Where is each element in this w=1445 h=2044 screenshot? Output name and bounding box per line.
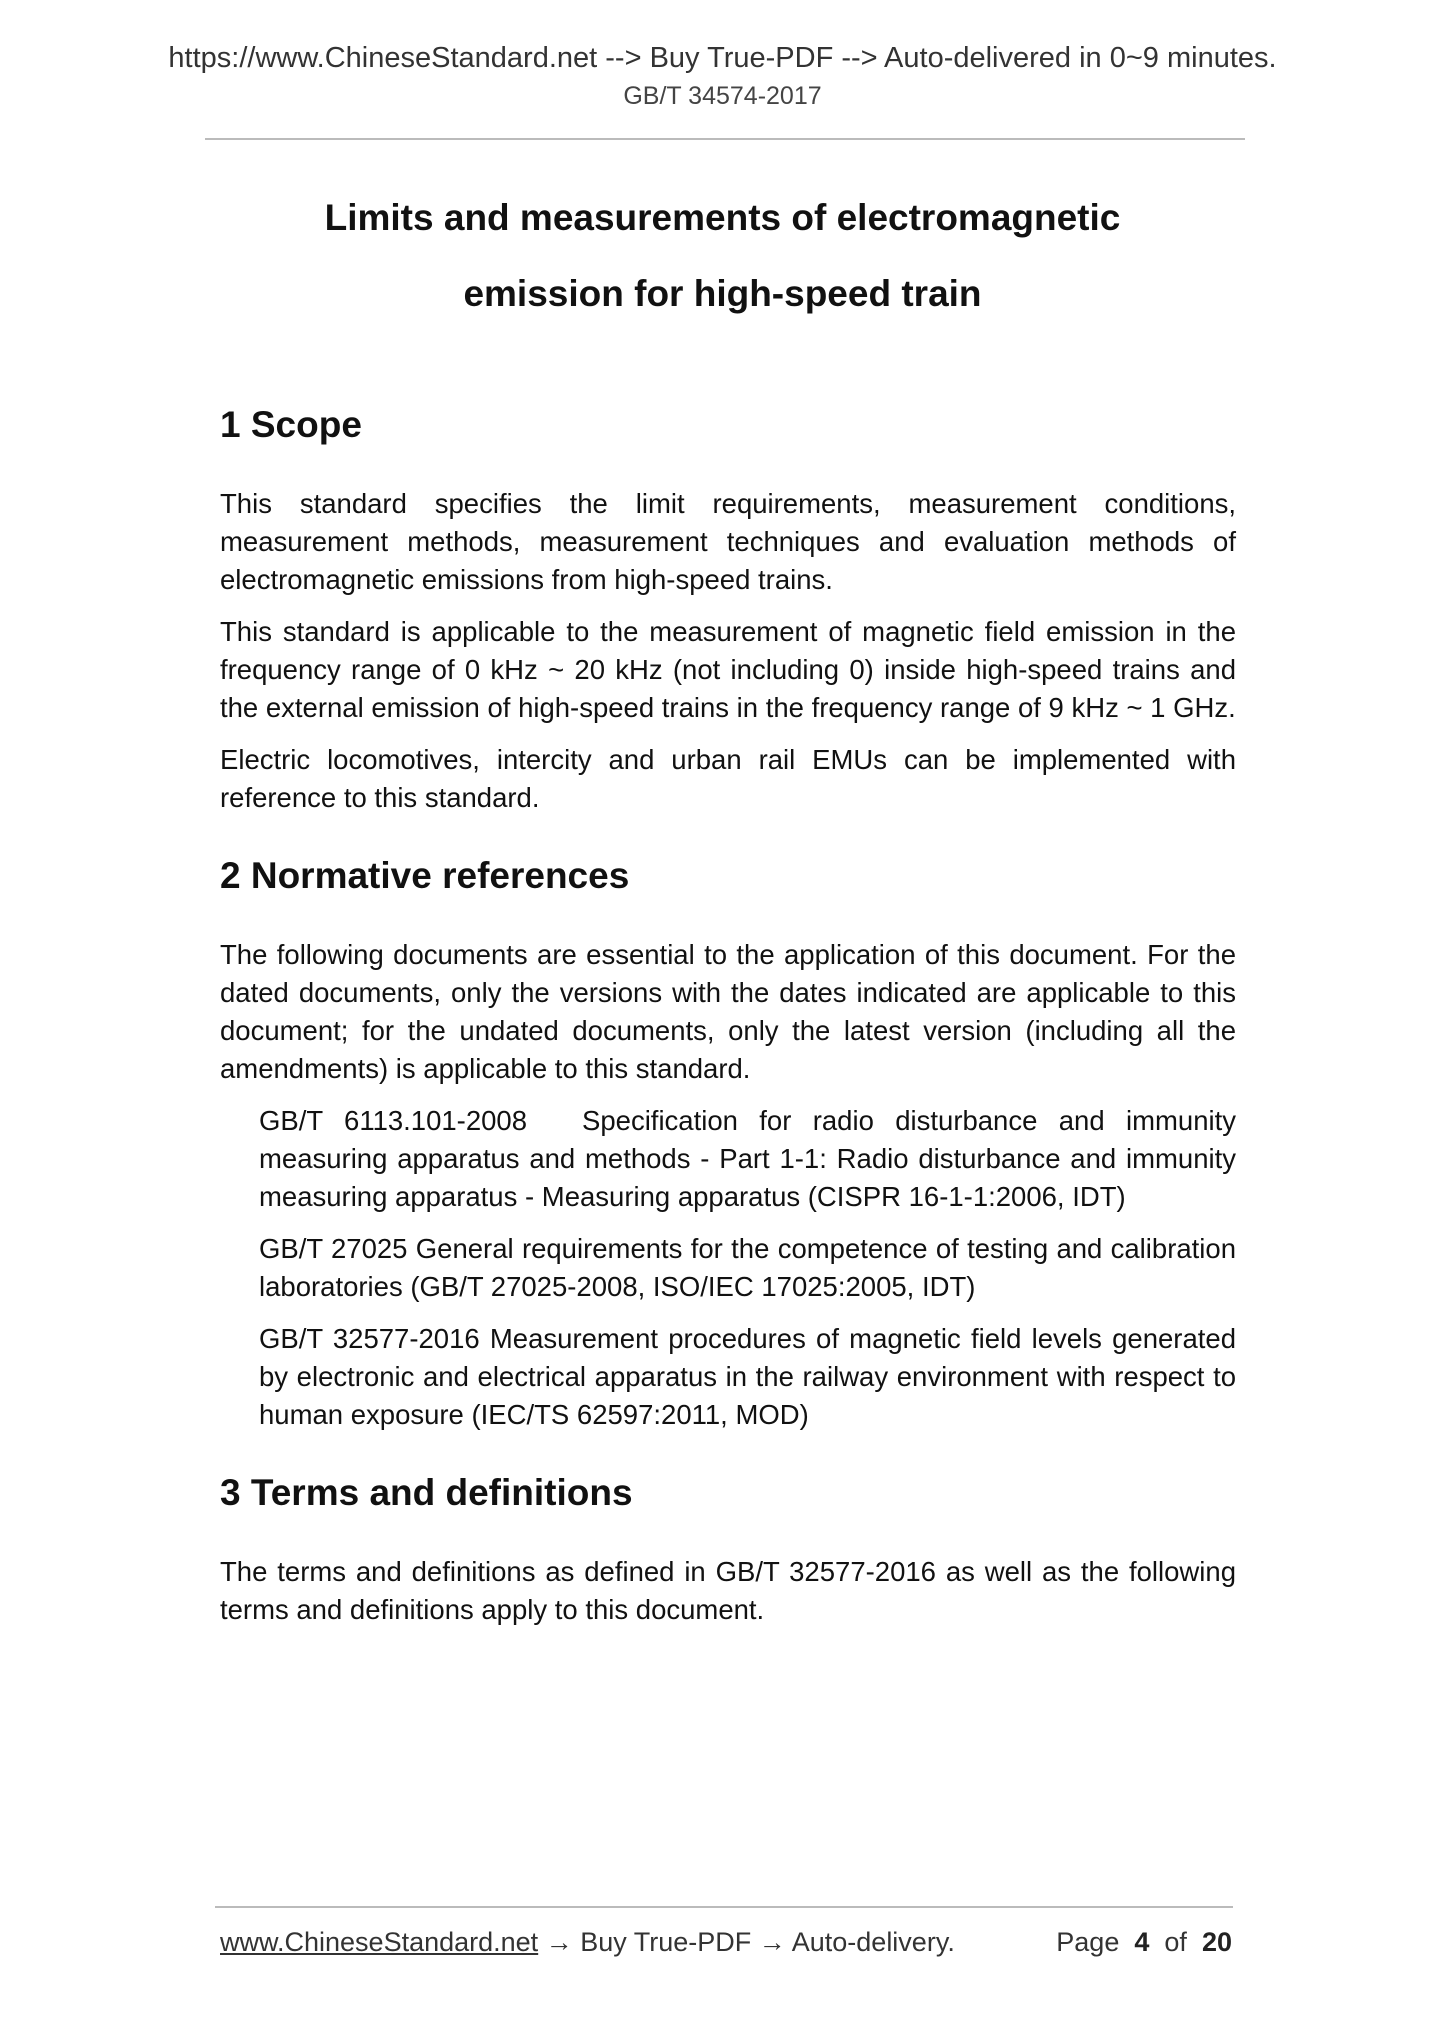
section-heading-terms-and-definitions: 3 Terms and definitions bbox=[220, 1472, 633, 1513]
section-heading-normative-references: 2 Normative references bbox=[220, 855, 630, 896]
document-title bbox=[0, 180, 1445, 332]
header-standard-number: GB/T 34574-2017 bbox=[623, 82, 822, 110]
scope-paragraph-3: Electric locomotives, intercity and urban rail EMUs can be implemented with reference to this standard. bbox=[220, 744, 1236, 813]
page-total: 20 bbox=[1201, 1927, 1232, 1957]
header-divider bbox=[205, 138, 1245, 140]
normative-intro-paragraph: The following documents are essential to the application of this document. For the dated documents, only the versions with the dates indicated are applicable to this document; for the undated documents, only the latest version (including all the amendments) is applicable to this standard. bbox=[220, 939, 1236, 1084]
normative-reference-item: GB/T 32577-2016 Measurement procedures of magnetic field levels generated by electronic and electrical apparatus in the railway environment with respect to human exposure (IEC/TS 62597:2011, MOD) bbox=[259, 1323, 1236, 1430]
page-label: Page bbox=[1056, 1927, 1120, 1957]
section-heading-scope: 1 Scope bbox=[220, 404, 362, 445]
normative-reference-item: GB/T 27025 General requirements for the competence of testing and calibration laboratories (GB/T 27025-2008, ISO/IEC 17025:2005, IDT) bbox=[259, 1233, 1236, 1302]
page-header bbox=[0, 40, 1445, 112]
normative-reference-item: GB/T 6113.101-2008 Specification for radio disturbance and immunity measuring apparatus and methods - Part 1-1: Radio disturbance and immunity measuring apparatus - Measuring apparatus (CISPR 16-1-1:2006, IDT) bbox=[259, 1105, 1236, 1212]
scope-paragraph-2: This standard is applicable to the measurement of magnetic field emission in the frequency range of 0 kHz ~ 20 kHz (not including 0) inside high-speed trains and the external emission of high-speed trains in the frequency range of 9 kHz ~ 1 GHz. bbox=[220, 616, 1236, 723]
footer-promo-text: → Buy True-PDF → Auto-delivery. bbox=[538, 1927, 955, 1957]
scope-paragraph-1: This standard specifies the limit requirements, measurement conditions, measurement methods, measurement techniques and evaluation methods of electromagnetic emissions from high-speed trains. bbox=[220, 488, 1236, 595]
footer-divider bbox=[215, 1906, 1233, 1908]
page-number bbox=[1056, 1924, 1232, 1960]
terms-paragraph-1: The terms and definitions as defined in GB/T 32577-2016 as well as the following terms and definitions apply to this document. bbox=[220, 1556, 1236, 1625]
header-banner: https://www.ChineseStandard.net --> Buy True-PDF --> Auto-delivered in 0~9 minutes. bbox=[168, 42, 1277, 74]
page-current: 4 bbox=[1134, 1927, 1150, 1957]
document-title-line-1: Limits and measurements of electromagnetic bbox=[324, 197, 1121, 238]
document-title-line-2: emission for high-speed train bbox=[463, 273, 982, 314]
footer-promo bbox=[220, 1924, 955, 1960]
page-of-label: of bbox=[1164, 1927, 1187, 1957]
footer-site-link[interactable]: www.ChineseStandard.net bbox=[220, 1927, 539, 1957]
document-body bbox=[220, 402, 1236, 1629]
